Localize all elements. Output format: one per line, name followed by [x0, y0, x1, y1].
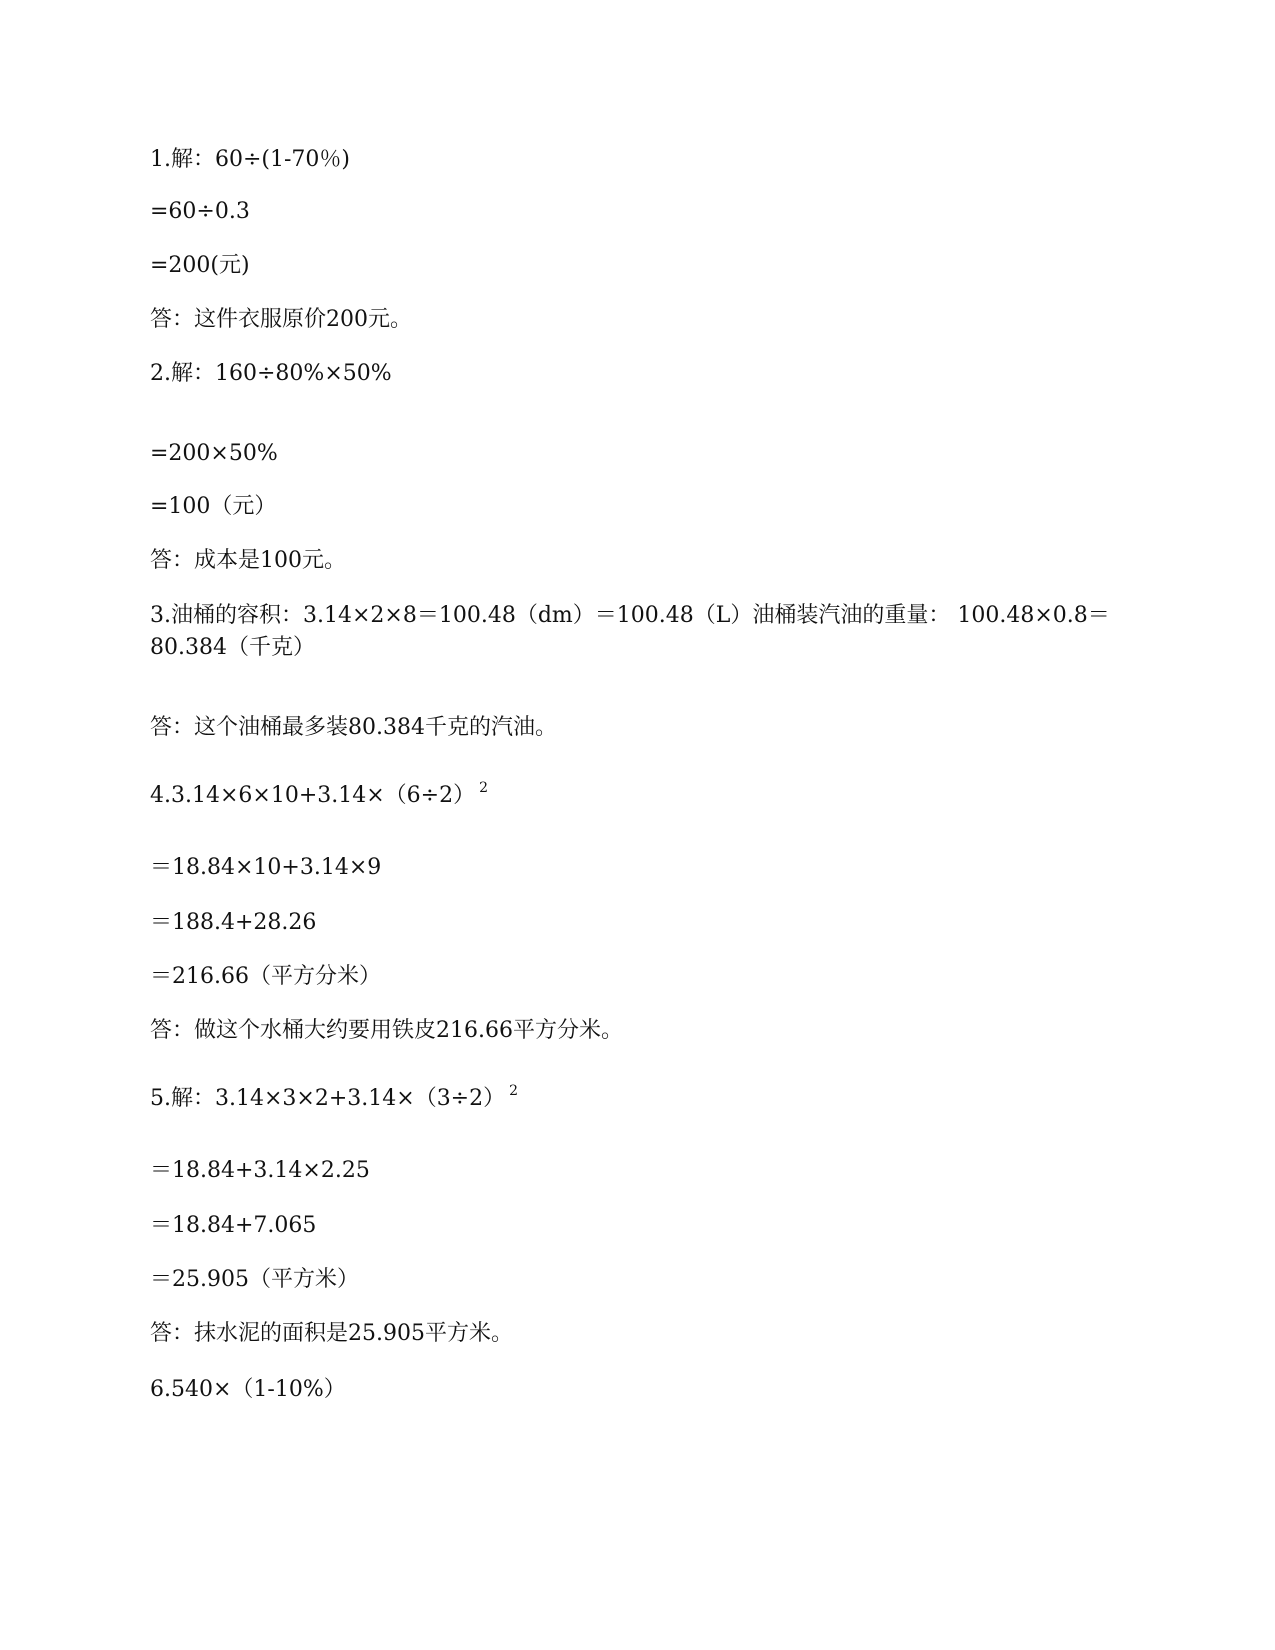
q6-line-1: 6.540×（1-10%）: [150, 1377, 346, 1402]
q5-answer: 答：抹水泥的面积是25.905平方米。: [150, 1321, 513, 1346]
q2-answer: 答：成本是100元。: [150, 548, 346, 573]
q5-exponent: 2: [509, 1083, 519, 1099]
q5-line-2: ＝18.84+3.14×2.25: [150, 1158, 370, 1183]
q5-line-1: 5.解：3.14×3×2+3.14×（3÷2） $^2$: [150, 1083, 519, 1111]
q4-line-2: ＝18.84×10+3.14×9: [150, 855, 382, 880]
q3-answer: 答：这个油桶最多装80.384千克的汽油。: [150, 715, 557, 740]
q4-answer: 答：做这个水桶大约要用铁皮216.66平方分米。: [150, 1018, 623, 1043]
q1-line-1: 1.解：60÷(1-70％): [150, 147, 351, 172]
q2-line-2: =200×50%: [150, 441, 278, 466]
q2-line-3: =100（元）: [150, 494, 277, 519]
q4-line-1: 4.3.14×6×10+3.14×（6÷2） $^2$: [150, 780, 489, 808]
q5-line-4: ＝25.905（平方米）: [150, 1267, 359, 1292]
q3-line-1: 3.油桶的容积：3.14×2×8＝100.48（dm）＝100.48（L）油桶装汽油的重量： 100.48×0.8＝ 80.384（千克）: [150, 603, 1110, 660]
q1-line-2: =60÷0.3: [150, 199, 250, 224]
q5-line-3: ＝18.84+7.065: [150, 1213, 317, 1238]
q4-exponent: 2: [479, 780, 489, 796]
q1-answer: 答：这件衣服原价200元。: [150, 307, 412, 332]
q4-line-3: ＝188.4+28.26: [150, 910, 317, 935]
q1-line-3: =200(元): [150, 253, 250, 278]
q4-line-4: ＝216.66（平方分米）: [150, 964, 381, 989]
q2-line-1: 2.解：160÷80%×50%: [150, 361, 392, 386]
